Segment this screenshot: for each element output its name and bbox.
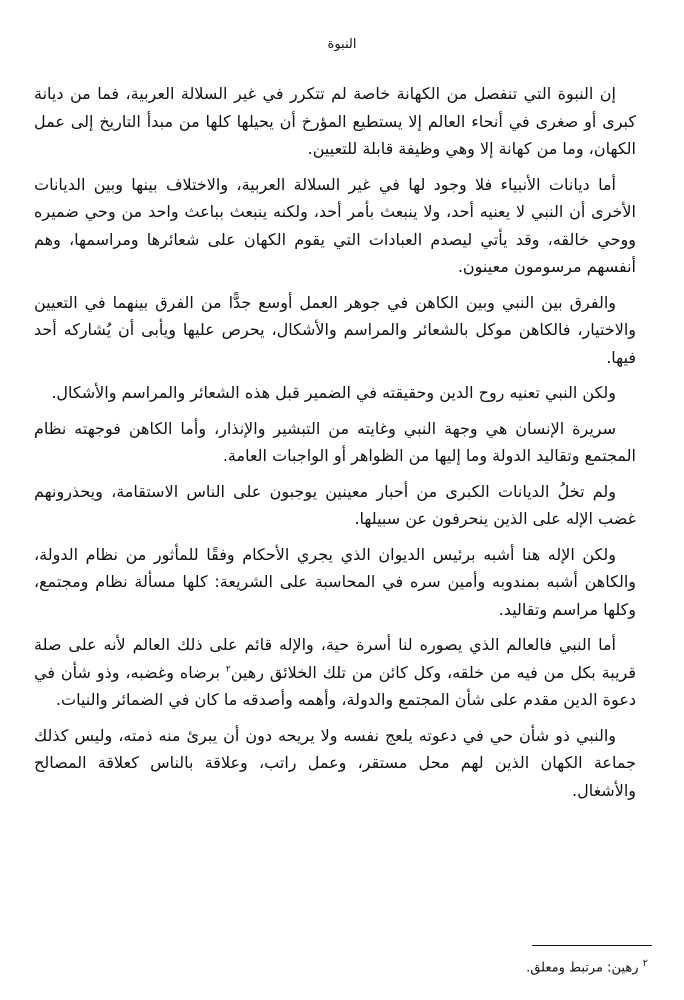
paragraph-1: إن النبوة التي تنفصل من الكهانة خاصة لم تتكرر في غير السلالة العربية، فما من ديانة كبرى أو صغرى في أنحاء العالم إلا يستطيع المؤرخ أن يحيلها كلها من مبدأ التاريخ إلى عمل الكهان، وما من كهانة إلا وهي وظيفة قابلة للتعيين.	[34, 84, 636, 158]
paragraph-8-text-after-note: برضاه وغضبه، وذو شأن في دعوة الدين مقدم على شأن المجتمع والدولة، وأهمه وأصدقه ما كان في الضمائر والنيات.	[34, 662, 636, 709]
paragraph-6: ولم تخلُ الديانات الكبرى من أحبار معينين يوجبون على الناس الاستقامة، ويحذرونهم غضب الإله على الذين ينحرفون عن سبيلها.	[34, 481, 636, 528]
paragraph-9: والنبي ذو شأن حي في دعوته يلعج نفسه ولا يريحه دون أن يبرئ منه ذمته، وليس كذلك جماعة الكهان الذين لهم محل مستقر، وعمل راتب، وعلاقة بالناس كعلاقة المصالح والأشغال.	[34, 725, 636, 800]
body-text	[34, 80, 636, 812]
paragraph-8	[34, 631, 636, 714]
footnote-divider	[532, 945, 652, 946]
footnote	[526, 955, 648, 977]
footnote-marker: ٢	[642, 958, 648, 969]
paragraph-7: ولكن الإله هنا أشبه برئيس الديوان الذي يجري الأحكام وفقًا للمأثور من نظام الدولة، والكاهن أشبه بمندوبه وأمين سره في المحاسبة على الشريعة: كلها مسألة نظام ومجتمع، وكلها مراسم وتقاليد.	[34, 544, 636, 619]
paragraph-3: والفرق بين النبي وبين الكاهن في جوهر العمل أوسع جدًّا من الفرق بينهما في التعيين والاختيار، فالكاهن موكل بالشعائر والمراسم والأشكال، يحرص عليها ويأبى أن يُشاركه أحد فيها.	[34, 292, 636, 367]
footnote-reference[interactable]: ٢	[225, 664, 231, 675]
paragraph-4: ولكن النبي تعنيه روح الدين وحقيقته في الضمير قبل هذه الشعائر والمراسم والأشكال.	[51, 383, 616, 402]
paragraph-5: سريرة الإنسان هي وجهة النبي وغايته من التبشير والإنذار، وأما الكاهن فوجهته نظام المجتمع وتقاليد الدولة وما إليها من الظواهر أو الواجبات العامة.	[34, 418, 636, 465]
paragraph-2: أما ديانات الأنبياء فلا وجود لها في غير السلالة العربية، والاختلاف بينها وبين الديانات الأخرى أن النبي لا يعنيه أحد، ولا ينبعث بأمر أحد، ولكنه ينبعث بباعث واحد من وحي ضميره ووحي خالقه، وقد يأتي ليصدم العبادات التي يقوم الكهان على شعائرها ومراسمها، وهم أنفسهم مرسومون معينون.	[34, 174, 636, 276]
footnote-text: رهين: مرتبط ومعلق.	[526, 960, 643, 976]
paragraph-8-text-before-note: أما النبي فالعالم الذي يصوره لنا أسرة حية، والإله قائم على ذلك العالم لأنه على صلة قريبة بكل من فيه من خلقه، وكل كائن من تلك الخلائق رهين	[34, 635, 637, 682]
running-header: النبوة	[327, 37, 357, 52]
